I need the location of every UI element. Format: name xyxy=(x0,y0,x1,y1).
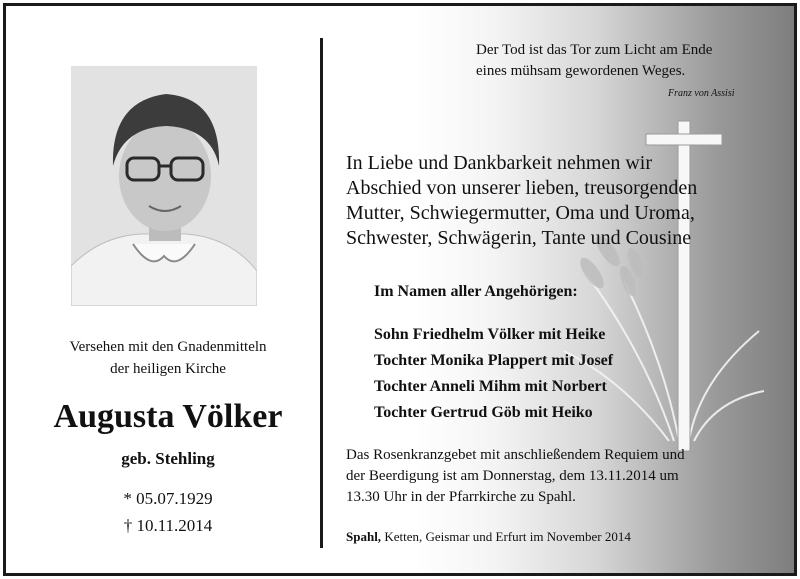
service-line-3: 13.30 Uhr in der Pfarrkirche zu Spahl. xyxy=(346,489,576,505)
service-line-1: Das Rosenkranzgebet mit anschließendem Requiem und xyxy=(346,447,685,463)
sacrament-line-1: Versehen mit den Gnadenmitteln xyxy=(69,339,267,355)
relatives-heading: Im Namen aller Angehörigen: xyxy=(374,283,578,300)
quote-author: Franz von Assisi xyxy=(668,88,735,99)
birth-date: * 05.07.1929 xyxy=(123,489,213,508)
maiden-name: geb. Stehling xyxy=(121,449,215,468)
intro-line-2: Abschied von unserer lieben, treusorgenden xyxy=(346,177,698,199)
intro-line-3: Mutter, Schwiegermutter, Oma und Uroma, xyxy=(346,202,695,224)
column-divider xyxy=(320,38,323,548)
quote-line-1: Der Tod ist das Tor zum Licht am Ende xyxy=(476,42,713,58)
service-line-2: der Beerdigung ist am Donnerstag, dem 13.11.2014 um xyxy=(346,468,679,484)
sacrament-line-2: der heiligen Kirche xyxy=(110,361,226,377)
portrait-photo xyxy=(71,66,257,306)
footer-line xyxy=(346,529,631,545)
intro-line-1: In Liebe und Dankbarkeit nehmen wir xyxy=(346,152,653,174)
footer-rest: Ketten, Geismar und Erfurt im November 2014 xyxy=(381,529,631,544)
death-date: † 10.11.2014 xyxy=(123,516,213,535)
relative-item: Tochter Gertrud Göb mit Heiko xyxy=(374,404,593,421)
deceased-name: Augusta Völker xyxy=(53,398,283,435)
relative-item: Tochter Monika Plappert mit Josef xyxy=(374,352,614,369)
portrait-image xyxy=(71,66,257,306)
relative-item: Tochter Anneli Mihm mit Norbert xyxy=(374,378,607,395)
relative-item: Sohn Friedhelm Völker mit Heike xyxy=(374,326,606,343)
footer-place: Spahl, xyxy=(346,529,382,544)
quote-line-2: eines mühsam gewordenen Weges. xyxy=(476,63,686,79)
obituary-card xyxy=(3,3,797,576)
intro-line-4: Schwester, Schwägerin, Tante und Cousine xyxy=(346,227,692,249)
